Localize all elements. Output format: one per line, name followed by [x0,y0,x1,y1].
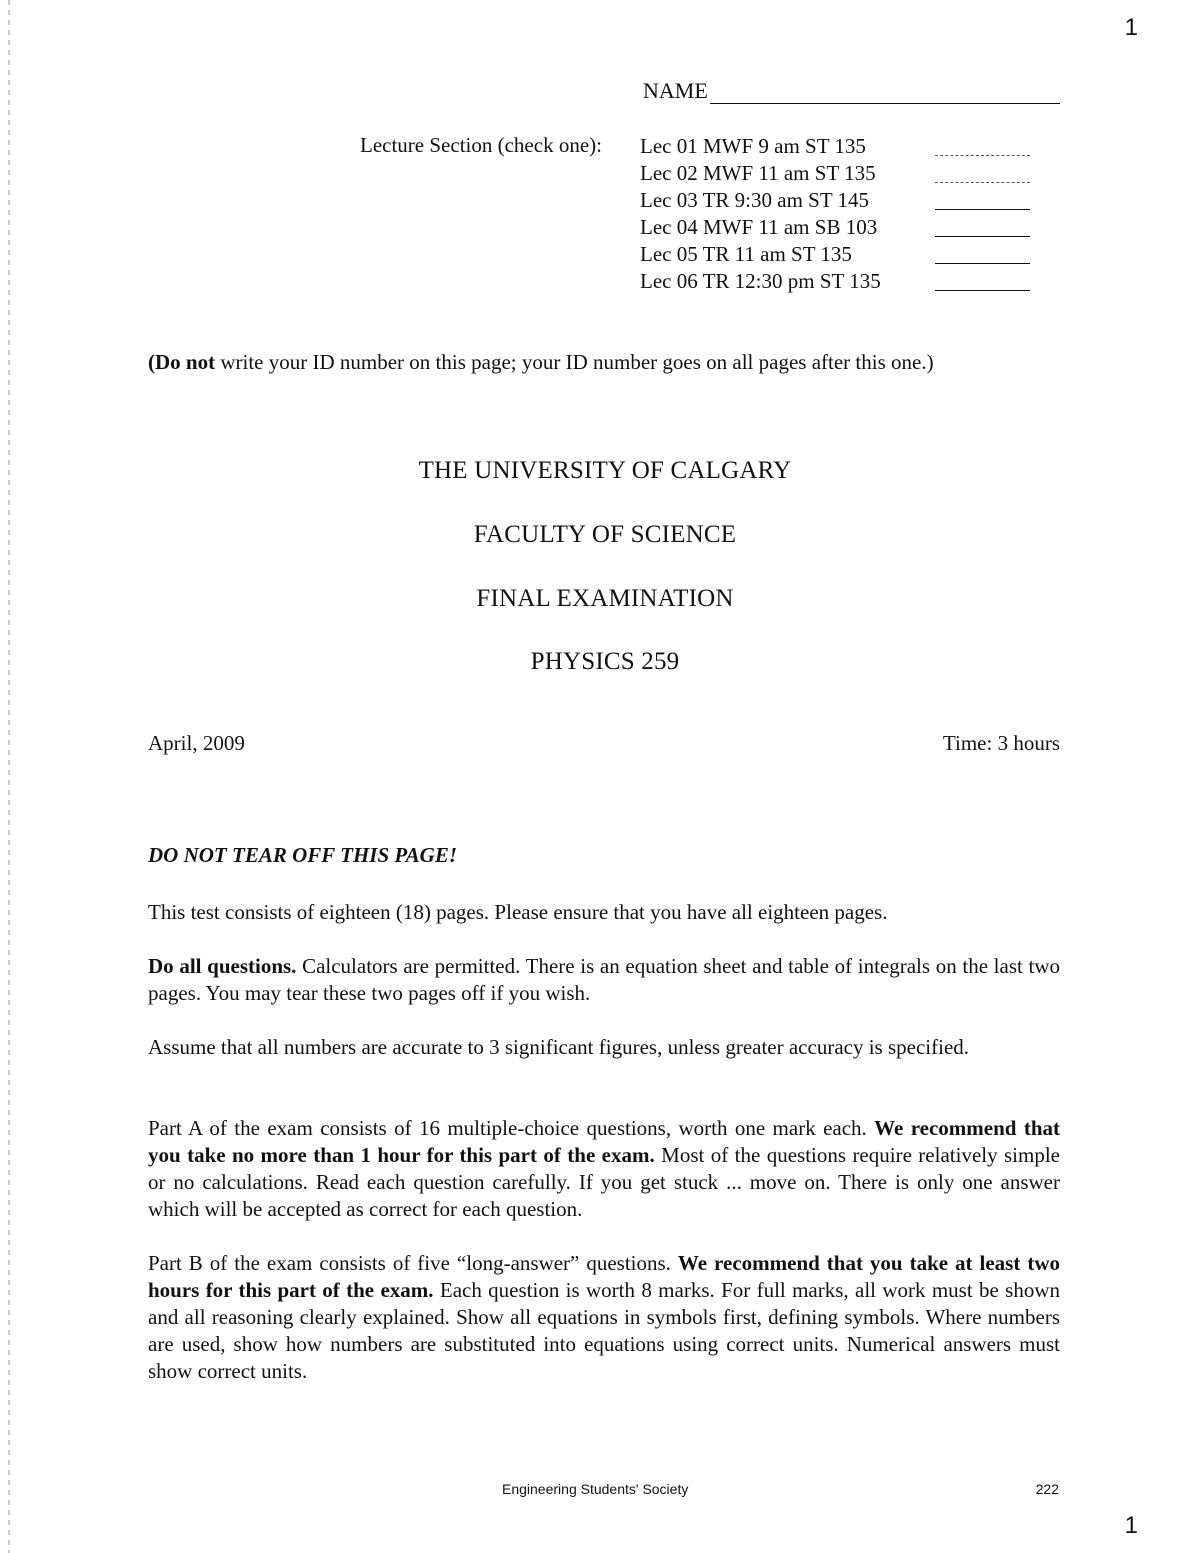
instruction-part-b [148,1250,1060,1385]
lecture-option-label: Lec 02 MWF 11 am ST 135 [640,161,876,185]
exam-title: FINAL EXAMINATION [476,585,734,612]
lecture-option-checkline[interactable] [935,164,1030,183]
instruction-pages: This test consists of eighteen (18) pages. Please ensure that you have all eighteen pages. [148,900,888,924]
lecture-option-label: Lec 01 MWF 9 am ST 135 [640,134,866,158]
lecture-option [640,214,1030,241]
lecture-option [640,268,1030,295]
part-b-text-2: Each question is worth 8 marks. For full marks, all work must be shown and all reasoning clearly explained. Show all equations in symbols first, defining symbols. Where numbers are used, show how numbers are substituted into equations using correct units. Numerical answers must show correct units. [148,1278,1060,1383]
lecture-option [640,187,1030,214]
university-title: THE UNIVERSITY OF CALGARY [418,457,792,484]
instruction-part-a [148,1115,1060,1223]
exam-time: Time: 3 hours [942,731,1060,755]
footer-page-number: 222 [1035,1481,1059,1497]
lecture-option-checkline[interactable] [935,245,1030,264]
part-b-recommendation: We recommend that you take at least two hours for this part of the exam. [148,1251,1060,1302]
lecture-section-label: Lecture Section (check one): [360,133,602,157]
id-note-text: write your ID number on this page; your ID number goes on all pages after this one.) [215,350,934,374]
faculty-title: FACULTY OF SCIENCE [473,521,737,548]
instruction-all-questions-text: Calculators are permitted. There is an equation sheet and table of integrals on the last two pages. You may tear these two pages off if you wish. [148,954,1060,1005]
id-note-bold: (Do not [148,350,216,374]
scan-margin-dots [8,0,10,1553]
lecture-option [640,160,1030,187]
name-input-line[interactable] [710,81,1060,104]
lecture-option [640,241,1030,268]
exam-date: April, 2009 [148,731,245,755]
lecture-option-label: Lec 05 TR 11 am ST 135 [640,242,852,266]
footer-society: Engineering Students' Society [502,1481,689,1497]
name-label: NAME [643,78,708,103]
lecture-option-checkline[interactable] [935,137,1030,156]
lecture-option-checkline[interactable] [935,191,1030,210]
lecture-option-label: Lec 06 TR 12:30 pm ST 135 [640,269,881,293]
name-field [643,78,1060,104]
part-a-recommendation: We recommend that you take no more than 1 hour for this part of the exam. [148,1116,1061,1167]
page-number-top: 1 [1124,14,1138,41]
id-number-note [148,350,934,375]
lecture-option-checkline[interactable] [935,272,1030,291]
lecture-option-label: Lec 03 TR 9:30 am ST 145 [640,188,870,212]
part-a-text-2: Most of the questions require relatively simple or no calculations. Read each question carefully. If you get stuck ... move on. There is only one answer which will be accepted as correct for each question. [148,1143,1061,1221]
instruction-sig-figs: Assume that all numbers are accurate to 3 significant figures, unless greater accuracy is specified. [148,1035,970,1059]
course-title: PHYSICS 259 [530,648,680,675]
lecture-option-label: Lec 04 MWF 11 am SB 103 [640,215,878,239]
lecture-option-checkline[interactable] [935,218,1030,237]
instruction-all-questions-bold: Do all questions. [148,954,297,978]
part-a-text-1: Part A of the exam consists of 16 multiple-choice questions, worth one mark each. [148,1116,875,1140]
lecture-option [640,133,1030,160]
do-not-tear-warning: DO NOT TEAR OFF THIS PAGE! [148,843,458,867]
instruction-all-questions [148,953,1060,1007]
lecture-section-list [640,133,1030,295]
page-number-bottom: 1 [1124,1512,1138,1539]
part-b-text-1: Part B of the exam consists of five “long-answer” questions. [148,1251,678,1275]
